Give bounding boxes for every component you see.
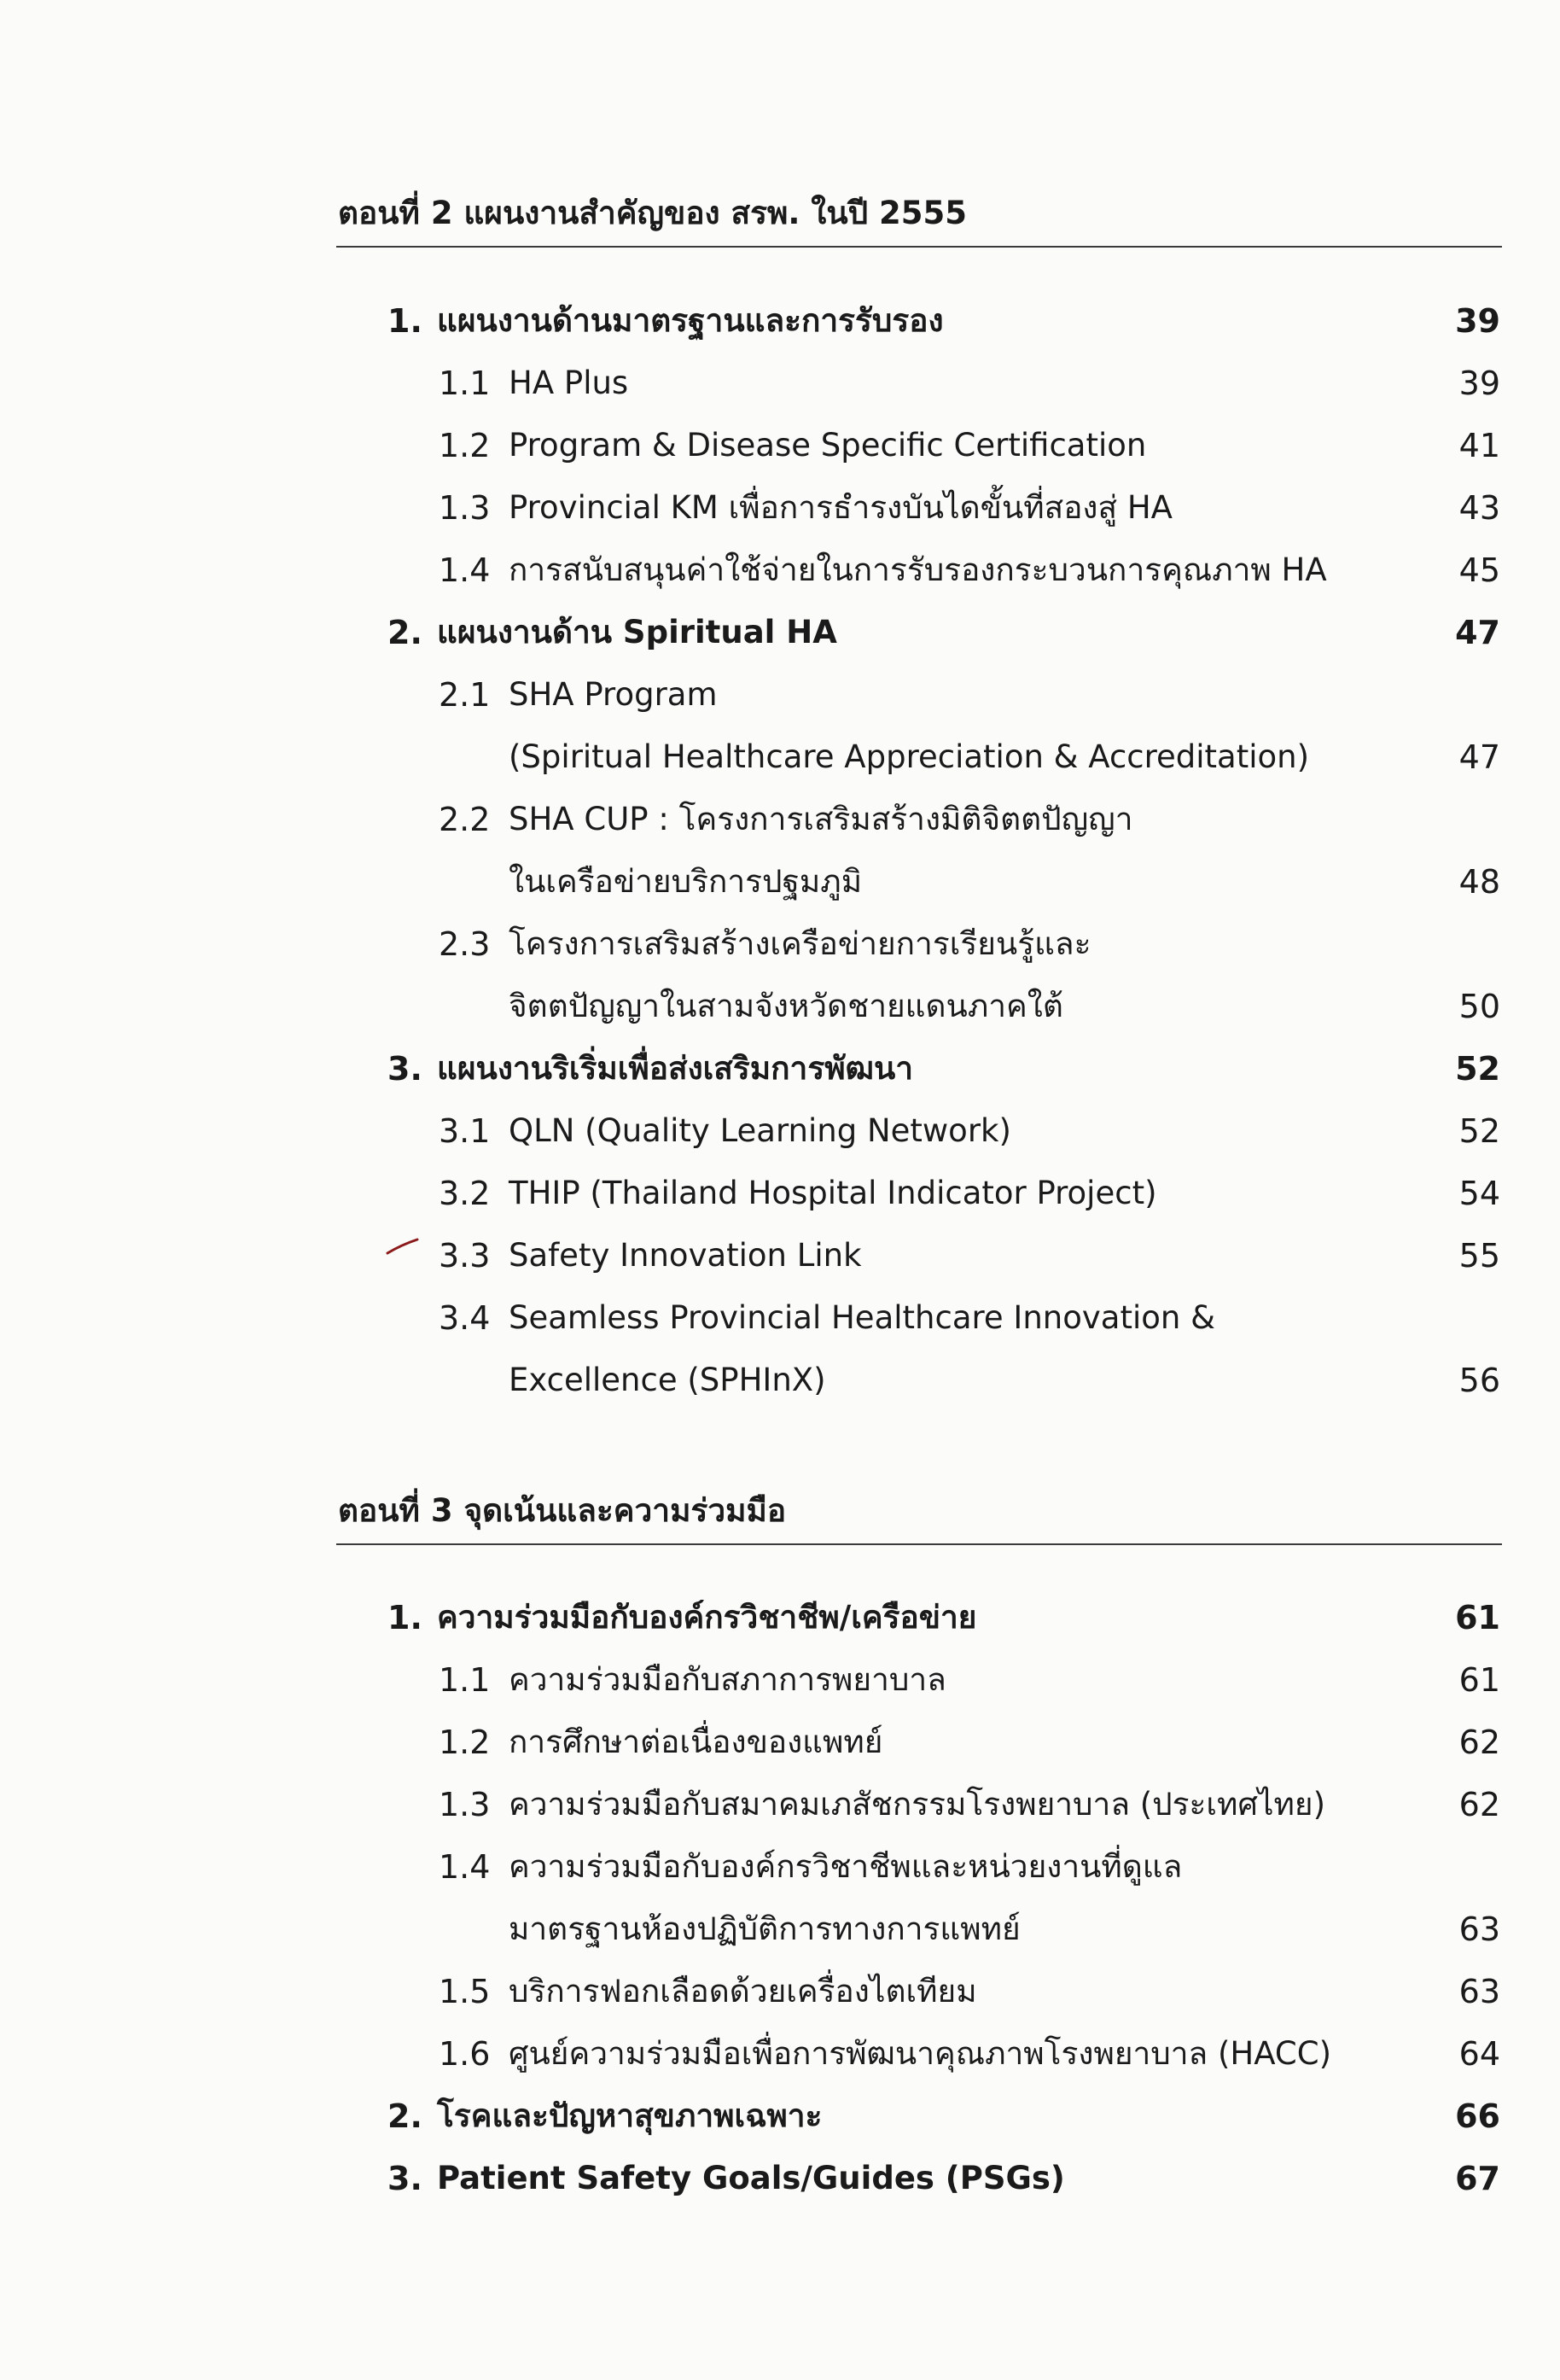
- toc-entry[interactable]: [0, 295, 1560, 347]
- entry-number: 2.2: [439, 801, 491, 838]
- entry-text: Seamless Provincial Healthcare Innovation &: [509, 1299, 1215, 1336]
- entry-page: 39: [1458, 365, 1500, 402]
- toc-entry[interactable]: [0, 1654, 1560, 1706]
- toc-entry[interactable]: [0, 1716, 1560, 1769]
- entry-text: แผนงานด้าน Spiritual HA: [437, 614, 837, 650]
- toc-entry[interactable]: [0, 1042, 1560, 1095]
- entry-page: 62: [1458, 1786, 1500, 1823]
- entry-page: 61: [1455, 1599, 1500, 1636]
- entry-page: 66: [1455, 2097, 1500, 2135]
- entry-text: ศูนย์ความร่วมมือเพื่อการพัฒนาคุณภาพโรงพยาบาล (HACC): [509, 2035, 1332, 2072]
- entry-number: 1.5: [439, 1973, 491, 2010]
- part2-rule: [336, 246, 1502, 248]
- entry-text: SHA CUP : โครงการเสริมสร้างมิติจิตตปัญญา: [509, 801, 1133, 837]
- entry-page: 39: [1455, 302, 1500, 340]
- entry-text: Safety Innovation Link: [509, 1237, 862, 1274]
- entry-page: 62: [1458, 1724, 1500, 1761]
- entry-text: มาตรฐานห้องปฏิบัติการทางการแพทย์: [509, 1910, 1021, 1947]
- toc-entry[interactable]: [0, 2152, 1560, 2205]
- entry-page: 47: [1455, 614, 1500, 651]
- entry-page: 45: [1458, 551, 1500, 589]
- entry-number: 3.: [387, 2160, 422, 2197]
- entry-text: ในเครือข่ายบริการปฐมภูมิ: [509, 863, 863, 900]
- entry-number: 3.1: [439, 1112, 491, 1150]
- toc-entry[interactable]: [0, 668, 1560, 721]
- toc-entry[interactable]: [0, 1965, 1560, 2018]
- entry-page: 54: [1458, 1175, 1500, 1212]
- toc-entry[interactable]: [0, 793, 1560, 846]
- entry-number: 1.3: [439, 489, 491, 527]
- toc-entry[interactable]: [0, 1167, 1560, 1220]
- toc-entry[interactable]: [0, 606, 1560, 659]
- entry-text: SHA Program: [509, 676, 718, 713]
- entry-page: 61: [1458, 1661, 1500, 1699]
- entry-text: Excellence (SPHInX): [509, 1362, 826, 1398]
- entry-page: 47: [1458, 738, 1500, 776]
- toc-entry-continuation[interactable]: [0, 731, 1560, 784]
- entry-page: 50: [1458, 988, 1500, 1025]
- entry-number: 1.: [387, 1599, 422, 1636]
- entry-text: การศึกษาต่อเนื่องของแพทย์: [509, 1724, 883, 1760]
- toc-entry[interactable]: [0, 1778, 1560, 1831]
- toc-entry[interactable]: [0, 544, 1560, 597]
- toc-entry[interactable]: [0, 2027, 1560, 2080]
- entry-page: 43: [1458, 489, 1500, 527]
- entry-number: 1.1: [439, 1661, 491, 1699]
- entry-number: 2.: [387, 614, 422, 651]
- entry-number: 2.1: [439, 676, 491, 714]
- toc-entry[interactable]: [0, 1105, 1560, 1158]
- entry-text: โรคและปัญหาสุขภาพเฉพาะ: [437, 2097, 823, 2134]
- entry-text: บริการฟอกเลือดด้วยเครื่องไตเทียม: [509, 1973, 977, 2010]
- entry-text: ความร่วมมือกับองค์กรวิชาชีพและหน่วยงานที่ดูแล: [509, 1848, 1183, 1885]
- entry-number: 1.4: [439, 551, 491, 589]
- entry-text: HA Plus: [509, 365, 629, 401]
- entry-page: 64: [1458, 2035, 1500, 2073]
- entry-text: จิตตปัญญาในสามจังหวัดชายแดนภาคใต้: [509, 988, 1063, 1024]
- entry-text: การสนับสนุนค่าใช้จ่ายในการรับรองกระบวนการคุณภาพ HA: [509, 551, 1327, 588]
- part3-title: ตอนที่ 3 จุดเน้นและความร่วมมือ: [338, 1492, 787, 1529]
- entry-number: 1.2: [439, 427, 491, 464]
- entry-page: 52: [1458, 1112, 1500, 1150]
- entry-number: 3.3: [439, 1237, 491, 1275]
- entry-number: 1.3: [439, 1786, 491, 1823]
- entry-text: Patient Safety Goals/Guides (PSGs): [437, 2160, 1065, 2196]
- entry-text: Program & Disease Specific Certification: [509, 427, 1147, 464]
- entry-page: 56: [1458, 1362, 1500, 1399]
- entry-page: 52: [1455, 1050, 1500, 1088]
- entry-text: ความร่วมมือกับสมาคมเภสัชกรรมโรงพยาบาล (ประเทศไทย): [509, 1786, 1326, 1823]
- toc-entry-continuation[interactable]: [0, 1354, 1560, 1407]
- entry-number: 1.6: [439, 2035, 491, 2073]
- entry-number: 1.2: [439, 1724, 491, 1761]
- toc-entry[interactable]: [0, 918, 1560, 971]
- toc-entry[interactable]: [0, 2090, 1560, 2143]
- entry-number: 1.4: [439, 1848, 491, 1886]
- toc-entry-continuation[interactable]: [0, 1903, 1560, 1956]
- pen-tick-mark-icon: [386, 1236, 420, 1257]
- entry-text: Provincial KM เพื่อการธำรงบันไดขั้นที่สองสู่ HA: [509, 489, 1173, 526]
- toc-entry-continuation[interactable]: [0, 980, 1560, 1033]
- toc-entry[interactable]: [0, 1591, 1560, 1644]
- entry-text: โครงการเสริมสร้างเครือข่ายการเรียนรู้และ: [509, 925, 1091, 962]
- entry-text: THIP (Thailand Hospital Indicator Project): [509, 1175, 1157, 1211]
- entry-number: 1.: [387, 302, 422, 340]
- entry-number: 3.2: [439, 1175, 491, 1212]
- toc-entry[interactable]: [0, 1292, 1560, 1345]
- entry-number: 3.: [387, 1050, 422, 1088]
- entry-page: 41: [1458, 427, 1500, 464]
- toc-entry[interactable]: [0, 357, 1560, 410]
- entry-number: 1.1: [439, 365, 491, 402]
- entry-text: ความร่วมมือกับสภาการพยาบาล: [509, 1661, 946, 1698]
- entry-text: (Spiritual Healthcare Appreciation & Accreditation): [509, 738, 1310, 775]
- entry-text: QLN (Quality Learning Network): [509, 1112, 1011, 1149]
- toc-entry-continuation[interactable]: [0, 855, 1560, 908]
- entry-number: 2.: [387, 2097, 422, 2135]
- part2-title: ตอนที่ 2 แผนงานสำคัญของ สรพ. ในปี 2555: [338, 195, 967, 231]
- toc-entry[interactable]: [0, 1229, 1560, 1282]
- entry-text: แผนงานด้านมาตรฐานและการรับรอง: [437, 302, 944, 339]
- entry-text: ความร่วมมือกับองค์กรวิชาชีพ/เครือข่าย: [437, 1599, 977, 1636]
- entry-number: 2.3: [439, 925, 491, 963]
- entry-page: 63: [1458, 1910, 1500, 1948]
- toc-entry[interactable]: [0, 481, 1560, 534]
- entry-text: แผนงานริเริ่มเพื่อส่งเสริมการพัฒนา: [437, 1050, 914, 1087]
- part3-rule: [336, 1543, 1502, 1545]
- entry-page: 55: [1458, 1237, 1500, 1275]
- toc-entry[interactable]: [0, 1840, 1560, 1893]
- entry-page: 48: [1458, 863, 1500, 901]
- entry-page: 67: [1455, 2160, 1500, 2197]
- entry-page: 63: [1458, 1973, 1500, 2010]
- entry-number: 3.4: [439, 1299, 491, 1337]
- toc-entry[interactable]: [0, 419, 1560, 472]
